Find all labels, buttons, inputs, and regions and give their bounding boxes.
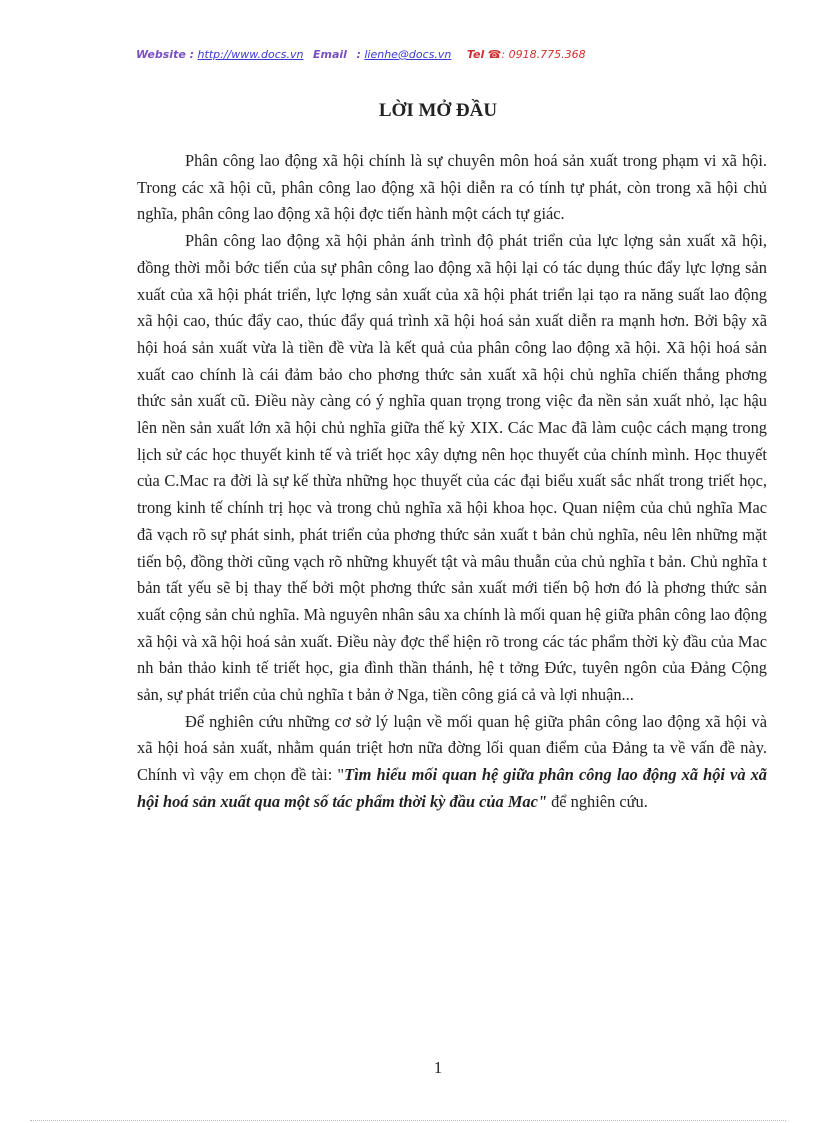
page-bottom-rule: [30, 1120, 786, 1121]
email-link[interactable]: lienhe@docs.vn: [364, 48, 452, 61]
website-label: Website :: [136, 48, 195, 61]
thesis-title: Tìm hiểu mối quan hệ giữa phân công lao động xã hội và xã hội hoá sản xuất qua một số tác phẩm thời kỳ đầu của Mac": [137, 765, 768, 811]
email-label: Email: [312, 48, 347, 61]
phone-icon: ☎: [487, 48, 502, 61]
document-header: [136, 48, 736, 61]
paragraph-3-end: để nghiên cứu.: [546, 791, 648, 811]
paragraph-2: Phân công lao động xã hội phản ánh trình độ phát triển của lực lợng sản xuất xã hội, đồng thời mỗi bớc tiến của sự phân công lao động xã hội lại có tác dụng thúc đẩy lực lợng sản xuất của xã hội phát triển, lực lợng sản xuất của xã hội phát triển lại tạo ra năng suất lao động xã hội cao, thúc đẩy cao, thúc đẩy quá trình xã hội hoá sản xuất diễn ra mạnh hơn. Bởi bậy xã hội hoá sản xuất vừa là tiền đề vừa là kết quả của phân công lao động xã hội. Xã hội hoá sản xuất cao chính là cái đảm bảo cho phơng thức sản xuất xã hội chủ nghĩa chiến thắng phơng thức sản xuất cũ. Điều này càng có ý nghĩa quan trọng trong việc đa nền sản xuất nhỏ, lạc hậu lên nền sản xuất lớn xã hội chủ nghĩa giữa thế kỷ XIX. Các Mac đã làm cuộc cách mạng trong lịch sử các học thuyết kinh tế và triết học xây dựng nên học thuyết của chính mình. Học thuyết của C.Mac ra đời là sự kế thừa những học thuyết của các đại biểu xuất sắc nhất trong triết học, trong kinh tế chính trị học và trong chủ nghĩa xã hội khoa học. Quan niệm của chủ nghĩa Mac đã vạch rõ sự phát sinh, phát triển của phơng thức sản xuất t bản chủ nghĩa, nêu lên những mặt tiến bộ, đồng thời cũng vạch rõ những khuyết tật và mâu thuẫn của chủ nghĩa t bản. Chủ nghĩa t bản tất yếu sẽ bị thay thế bởi một phơng thức sản xuất mới tiến bộ hơn đó là phơng thức sản xuất cộng sản chủ nghĩa. Mà nguyên nhân sâu xa chính là mối quan hệ giữa phân công lao động xã hội và xã hội hoá sản xuất. Điều này đợc thể hiện rõ trong các tác phẩm thời kỳ đầu của Mac nh bản thảo kinh tế triết học, gia đình thần thánh, hệ t tởng Đức, tuyên ngôn của Đảng Cộng sản, sự phát triển của chủ nghĩa t bản ở Nga, tiền công giá cả và lợi nhuận...: [137, 231, 767, 705]
email-separator: :: [356, 48, 361, 61]
tel-label: Tel: [466, 48, 485, 61]
page-title: LỜI MỞ ĐẦU: [378, 100, 498, 121]
page-number: 1: [433, 1058, 443, 1077]
document-body: [137, 148, 767, 816]
website-link[interactable]: http://www.docs.vn: [197, 48, 304, 61]
phone-number: : 0918.775.368: [501, 48, 586, 61]
paragraph-1: Phân công lao động xã hội chính là sự chuyên môn hoá sản xuất trong phạm vi xã hội. Trong các xã hội cũ, phân công lao động xã hội diễn ra có tính tự phát, còn trong xã hội chủ nghĩa, phân công lao động xã hội đợc tiến hành một cách tự giác.: [137, 151, 767, 224]
paragraph-3: [137, 709, 767, 816]
paragraph-3-intro: Để nghiên cứu những cơ sở lý luận về mối quan hệ giữa phân công lao động xã hội và xã hội hoá sản xuất, nhằm quán triệt hơn nữa đờng lối quan điểm của Đảng ta về vấn đề này. Chính vì vậy em chọn đề tài: ": [137, 711, 767, 785]
